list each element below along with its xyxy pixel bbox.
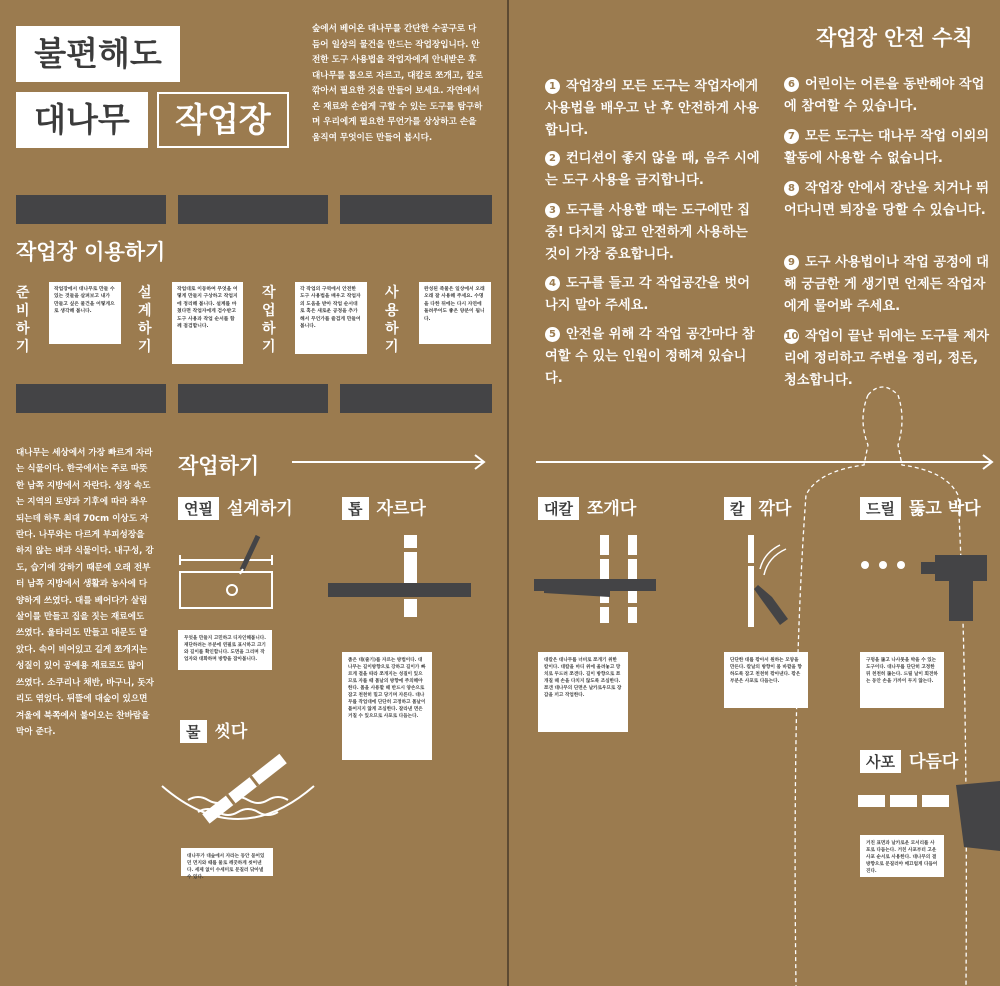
drill-icon (855, 545, 995, 630)
divider-bar (178, 195, 328, 224)
tool-action: 자르다 (376, 499, 426, 519)
tool-action: 설계하기 (226, 499, 293, 519)
rule-number: 9 (784, 255, 799, 270)
rule-text: 안전을 위해 각 작업 공간마다 참여할 수 있는 인원이 정해져 있습니다. (545, 327, 755, 386)
saw-icon (328, 535, 473, 620)
bamboo-description: 대나무는 세상에서 가장 빠르게 자라는 식물이다. 한국에서는 주로 따뜻한 남쪽 지방에서 자란다. 성장 속도는 지역의 토양과 기후에 따라 좌우되는데 하루 최대 70cm 이상도 자란다. 나무와는 다르게 부피성장을 하지 않는 벼과 식물이다. 내구성, 강도, 습기에 강하기 때문에 오래 전부터 남쪽 지방에서 생활과 농사에 다양하게 쓰였다. 대를 베어다가 살림살이를 만들고 집을 짓는 재료에도 쓰였다. 울타리도 만들고 대문도 달았다. 속이 비어있고 길게 쪼개지는 성질이 있어 공예용 재료로도 많이 쓰였다. 소쿠리나 채반, 바구니, 돗자리도 엮었다. 뒤뜰에 대숲이 있으면 겨울에 북쪽에서 불어오는 찬바람을 막아 준다. (16, 448, 154, 737)
safety-rule (545, 273, 760, 317)
rule-number: 1 (545, 79, 560, 94)
usage-heading: 작업장 이용하기 (16, 240, 166, 264)
tool-action: 뚫고 박다 (908, 499, 981, 519)
tool-saw-title (342, 494, 426, 520)
safety-rule (784, 74, 994, 118)
tool-sandpaper-title (860, 747, 958, 773)
tool-tag: 칼 (724, 497, 751, 520)
usage-step-label: 설계 하기 (138, 285, 152, 355)
safety-rule (784, 178, 994, 222)
page-fold (507, 0, 509, 986)
divider-bar (340, 384, 492, 413)
safety-rule (545, 324, 760, 390)
usage-step-label: 작업 하기 (262, 285, 276, 355)
tool-tag: 물 (180, 720, 207, 743)
title-line2b: 작업장 (157, 92, 289, 148)
usage-step-note: 작업대로 이동하여 무엇을 어떻게 만들지 구상하고 작업지에 정리해 봅니다. 설계를 마쳤다면 작업자에게 검수받고 도구 사용과 작업 순서를 함께 점검합니다. (172, 282, 243, 364)
rule-number: 6 (784, 77, 799, 92)
rule-number: 2 (545, 151, 560, 166)
tool-bamboo-knife-note: 대칼은 대나무를 너비로 쪼개기 위한 칼이다. 대칼을 마디 위에 올려놓고 망치로 두드려 쪼갠다. 길이 방향으로 쪼개질 때 손을 다치지 않도록 조심한다. 쪼갠 대나무의 단면은 날카로우므로 장갑을 끼고 작업한다. (538, 652, 628, 732)
tool-knife-note: 단단한 대를 깎아서 원하는 모양을 만든다. 칼날의 방향이 몸 바깥을 향하도록 잡고 천천히 깎아낸다. 깎은 부분은 사포로 다듬는다. (724, 652, 808, 708)
tool-drill-title (860, 494, 981, 520)
divider-bar (178, 384, 328, 413)
safety-heading: 작업장 안전 수칙 (816, 26, 973, 50)
pencil-icon (176, 530, 276, 615)
rule-number: 10 (784, 331, 799, 342)
divider-bar (16, 195, 166, 224)
safety-rule (784, 252, 994, 318)
cleaver-icon (534, 535, 659, 625)
tool-action: 다듬다 (908, 752, 959, 772)
divider-bar (340, 195, 492, 224)
safety-rule (545, 76, 760, 142)
tool-tag: 사포 (860, 750, 901, 773)
tool-pencil-note: 무엇을 만들지 고민하고 디자인해봅니다. 재단하려는 부분에 연필로 표시하고 크기와 길이를 확인합니다. 도면을 그리며 작업자와 대화하며 방향을 잡아봅니다. (178, 630, 272, 670)
intro-text: 숲에서 베어온 대나무를 간단한 수공구로 다듬어 일상의 물건을 만드는 작업장입니다. 안전한 도구 사용법을 작업자에게 안내받은 후 대나무를 톱으로 자르고, 대칼로 쪼개고, 칼로 깎아서 필요한 것을 만들어 보세요. 자연에서 온 재료와 손쉽게 구할 수 있는 도구를 탐구하며 우리에게 필요한 무언가를 상상하고 손을 움직여 무엇이든 만들어 봅시다. (312, 24, 483, 143)
rule-number: 4 (545, 276, 560, 291)
rule-text: 작업장의 모든 도구는 작업자에게 사용법을 배우고 난 후 안전하게 사용합니다. (545, 79, 760, 138)
rule-number: 3 (545, 203, 560, 218)
rule-number: 7 (784, 129, 799, 144)
safety-rule (784, 126, 998, 170)
safety-rule (545, 148, 760, 192)
rule-text: 도구를 들고 각 작업공간을 벗어나지 말아 주세요. (545, 276, 750, 313)
safety-rule (784, 326, 994, 392)
usage-step-note: 작업장에서 대나무로 만들 수 있는 것들을 살펴보고 내가 만들고 싶은 물건을 어떻게으로 생각해 봅니다. (49, 282, 121, 344)
rule-number: 8 (784, 181, 799, 196)
tool-water-title (180, 717, 247, 743)
knife-icon (730, 535, 810, 630)
usage-step-note: 완성된 죽물은 일상에서 오래오래 잘 사용해 주세요. 수명을 다한 뒤에는 다시 자연에 돌려주어도 좋은 양분이 됩니다. (419, 282, 491, 344)
safety-rule (545, 200, 760, 266)
tool-tag: 연필 (178, 497, 219, 520)
tool-sandpaper-note: 거친 표면과 날카로운 모서리를 사포로 다듬는다. 거친 사포부터 고운 사포 순서로 사용한다. 대나무의 결 방향으로 문질러야 매끄럽게 다듬어진다. (860, 835, 944, 877)
rule-text: 도구 사용법이나 작업 공정에 대해 궁금한 게 생기면 언제든 작업자에게 물어봐 주세요. (784, 255, 989, 314)
tool-action: 깎다 (758, 499, 792, 519)
usage-step-label: 사용 하기 (385, 285, 399, 355)
arrow-right-icon (290, 452, 490, 472)
title-line1: 불편해도 (16, 26, 180, 82)
rule-text: 도구를 사용할 때는 도구에만 집중! 다치지 않고 안전하게 사용하는 것이 가장 중요합니다. (545, 203, 750, 262)
tool-saw-note: 좁은 대(줄기)를 자르는 방법이다. 대나무는 길이방향으로 강하고 길이가 빠르게 결을 따라 쪼개지는 성질이 있으므로 자를 때 톱날의 방향에 주의해야 한다. 톱을 사용할 때 반드시 양손으로 잡고 천천히 밀고 당기며 자른다. 대나무를 작업대에 단단히 고정하고 톱날이 틀어지지 않게 조심한다. 잘라낸 면은 거칠 수 있으므로 사포로 다듬는다. (342, 652, 432, 760)
tool-knife-title (724, 494, 791, 520)
tool-water-note: 대나무가 대숲에서 자라는 동안 묻어있던 먼지와 때를 물로 깨끗하게 씻어낸다. 세제 없이 수세미로 문질러 닦아낼 수 있다. (181, 848, 273, 876)
divider-bar (16, 384, 166, 413)
water-basin-icon (158, 750, 318, 842)
tool-tag: 대칼 (538, 497, 579, 520)
work-heading: 작업하기 (178, 454, 260, 478)
tool-bamboo-knife-title (538, 494, 636, 520)
tool-action: 쪼개다 (586, 499, 637, 519)
usage-step-note: 각 작업의 구역에서 안전한 도구 사용법을 배우고 작업자의 도움을 받아 작업 순서대로 혹은 새로운 공정을 추가해서 무언가를 즐겁게 만들어 봅니다. (295, 282, 367, 354)
rule-text: 컨디션이 좋지 않을 때, 음주 시에는 도구 사용을 금지합니다. (545, 151, 760, 188)
title-line2a: 대나무 (16, 92, 148, 148)
usage-step-label: 준비 하기 (16, 285, 30, 355)
tool-pencil-title (178, 494, 293, 520)
rule-text: 어린이는 어른을 동반해야 작업에 참여할 수 있습니다. (784, 77, 985, 114)
rule-number: 5 (545, 327, 560, 342)
rule-text: 작업장 안에서 장난을 치거나 뛰어다니면 퇴장을 당할 수 있습니다. (784, 181, 989, 218)
tool-drill-note: 구멍을 뚫고 나사못을 박을 수 있는 도구이다. 대나무를 단단히 고정한 뒤 천천히 뚫는다. 드릴 날이 회전하는 동안 손을 가까이 두지 않는다. (860, 652, 944, 708)
rule-text: 모든 도구는 대나무 작업 이외의 활동에 사용할 수 없습니다. (784, 129, 989, 166)
tool-tag: 톱 (342, 497, 369, 520)
rule-text: 작업이 끝난 뒤에는 도구를 제자리에 정리하고 주변을 정리, 정돈, 청소합니다. (784, 329, 989, 388)
tool-tag: 드릴 (860, 497, 901, 520)
tool-action: 씻다 (214, 722, 248, 742)
